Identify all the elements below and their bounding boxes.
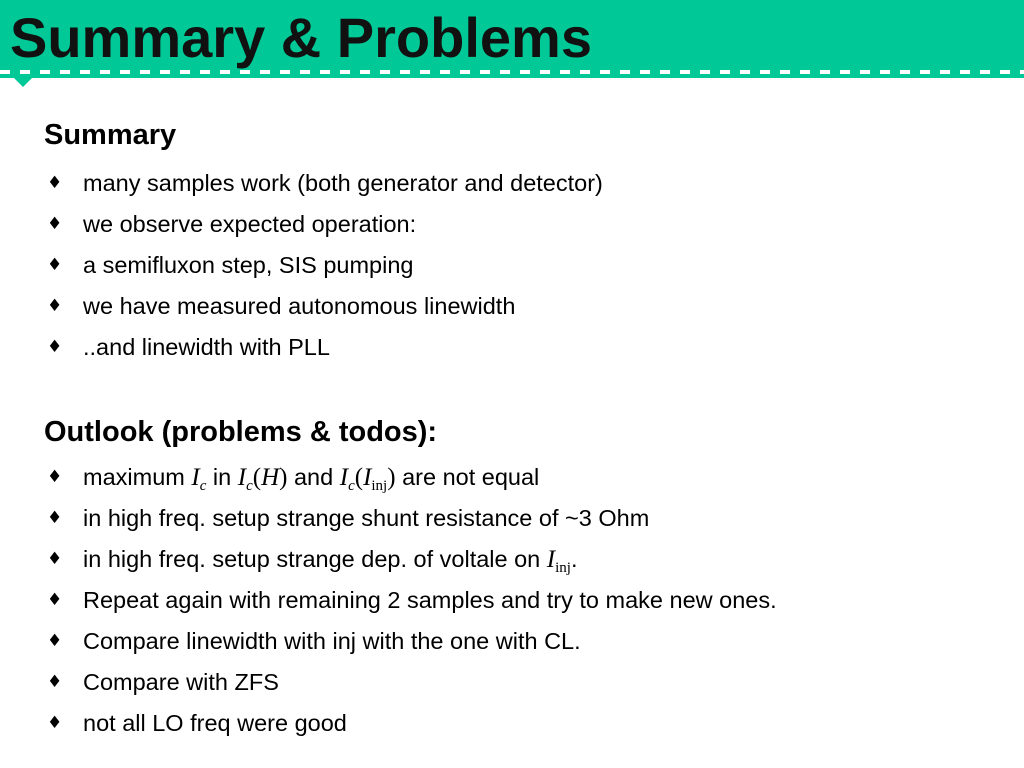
math-ic: $I_c$ bbox=[191, 464, 207, 494]
summary-heading: Summary bbox=[44, 119, 177, 151]
list-item: ♦ a semifluxon step, SIS pumping bbox=[0, 249, 603, 290]
list-item: ♦ in high freq. setup strange shunt resistance of ~3 Ohm bbox=[0, 502, 777, 543]
outlook-heading: Outlook (problems & todos): bbox=[44, 416, 438, 448]
math-ic-iinj: $I_c(I_{inj})$ bbox=[339, 464, 396, 494]
list-item: ♦ in high freq. setup strange dep. of voltale on $I_{inj}$. bbox=[0, 543, 777, 584]
outlook-list bbox=[0, 461, 777, 748]
list-item: ♦ maximum $I_c$ in $I_c(H)$ and $I_c(I_{inj})$ are not equal bbox=[0, 461, 777, 502]
diamond-bullet-icon: ♦ bbox=[47, 549, 63, 569]
list-item: ♦ we have measured autonomous linewidth bbox=[0, 290, 603, 331]
slide-title: Summary & Problems bbox=[10, 6, 592, 69]
diamond-bullet-icon: ♦ bbox=[47, 214, 63, 234]
list-item: ♦ Compare linewidth with inj with the one with CL. bbox=[0, 625, 777, 666]
diamond-bullet-icon: ♦ bbox=[47, 631, 63, 651]
diamond-bullet-icon: ♦ bbox=[47, 672, 63, 692]
list-item: ♦ ..and linewidth with PLL bbox=[0, 331, 603, 372]
diamond-bullet-icon: ♦ bbox=[47, 508, 63, 528]
summary-list bbox=[0, 167, 603, 372]
list-item: ♦ Repeat again with remaining 2 samples and try to make new ones. bbox=[0, 584, 777, 625]
diamond-bullet-icon: ♦ bbox=[47, 337, 63, 357]
title-bar-notch bbox=[14, 78, 32, 87]
diamond-bullet-icon: ♦ bbox=[47, 590, 63, 610]
list-item: ♦ we observe expected operation: bbox=[0, 208, 603, 249]
math-iinj: $I_{inj}$ bbox=[546, 546, 571, 576]
diamond-bullet-icon: ♦ bbox=[47, 713, 63, 733]
list-item: ♦ Compare with ZFS bbox=[0, 666, 777, 707]
diamond-bullet-icon: ♦ bbox=[47, 173, 63, 193]
math-ic-h: $I_c(H)$ bbox=[237, 464, 288, 494]
diamond-bullet-icon: ♦ bbox=[47, 255, 63, 275]
diamond-bullet-icon: ♦ bbox=[47, 296, 63, 316]
list-item: ♦ not all LO freq were good bbox=[0, 707, 777, 748]
list-item: ♦ many samples work (both generator and detector) bbox=[0, 167, 603, 208]
diamond-bullet-icon: ♦ bbox=[47, 467, 63, 487]
